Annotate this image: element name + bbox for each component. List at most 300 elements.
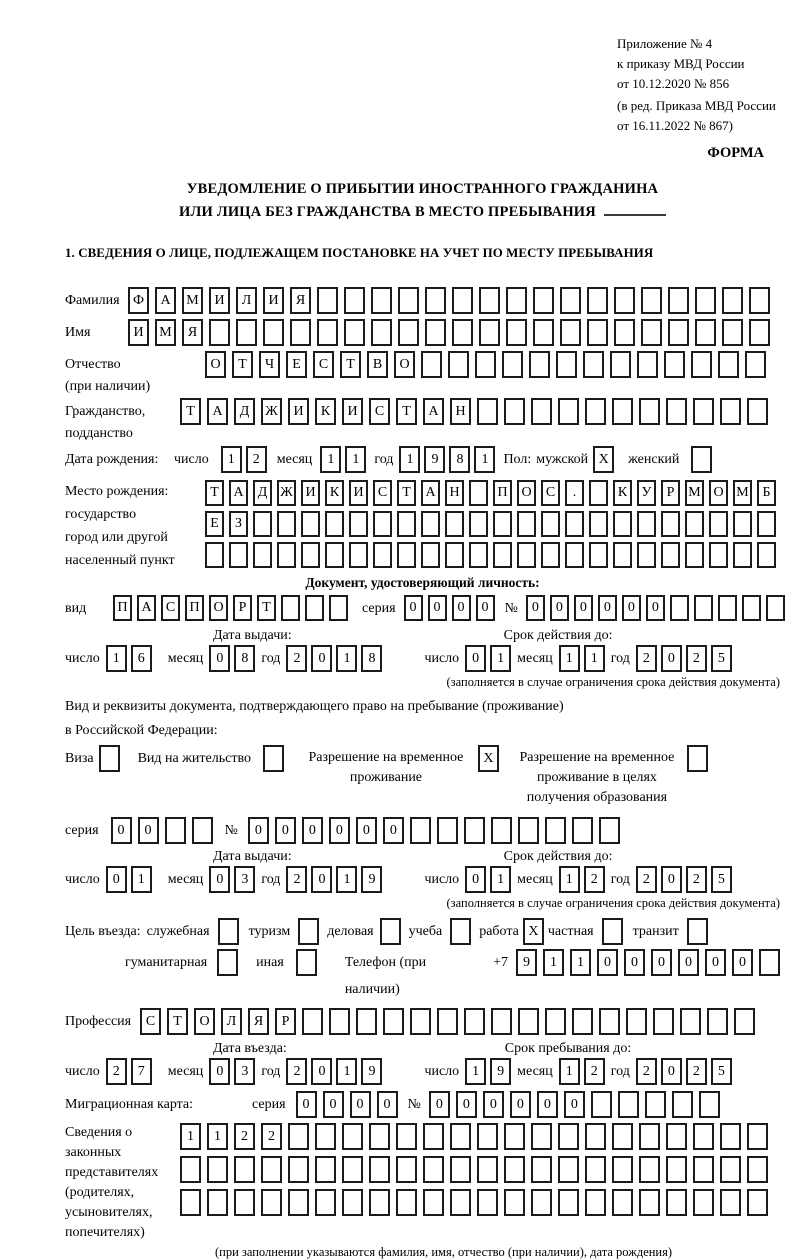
char-cell[interactable] [661, 542, 680, 568]
char-cell[interactable] [504, 1156, 525, 1183]
char-cell[interactable] [329, 595, 348, 621]
char-cell[interactable] [745, 351, 766, 378]
char-cell[interactable] [572, 817, 593, 844]
char-cell[interactable]: А [421, 480, 440, 506]
char-cell[interactable] [369, 1123, 390, 1150]
char-cell[interactable] [315, 1189, 336, 1216]
char-cell[interactable]: И [301, 480, 320, 506]
char-cell[interactable]: 2 [584, 866, 605, 893]
char-cell[interactable] [425, 319, 446, 346]
char-cell[interactable]: 1 [336, 866, 357, 893]
char-cell[interactable]: 0 [296, 1091, 317, 1118]
char-cell[interactable] [591, 1091, 612, 1118]
char-cell[interactable] [639, 398, 660, 425]
char-cell[interactable] [693, 398, 714, 425]
char-cell[interactable]: . [565, 480, 584, 506]
char-cell[interactable] [493, 511, 512, 537]
char-cell[interactable] [479, 319, 500, 346]
char-cell[interactable]: И [349, 480, 368, 506]
char-cell[interactable] [517, 511, 536, 537]
char-cell[interactable]: 0 [526, 595, 545, 621]
char-cell[interactable]: А [207, 398, 228, 425]
char-cell[interactable] [687, 745, 708, 772]
char-cell[interactable] [757, 542, 776, 568]
char-cell[interactable] [612, 1189, 633, 1216]
char-cell[interactable]: 9 [361, 1058, 382, 1085]
char-cell[interactable] [589, 480, 608, 506]
char-cell[interactable] [531, 1123, 552, 1150]
char-cell[interactable] [207, 1189, 228, 1216]
char-cell[interactable]: 5 [711, 645, 732, 672]
char-cell[interactable] [614, 319, 635, 346]
char-cell[interactable] [661, 511, 680, 537]
char-cell[interactable]: 0 [651, 949, 672, 976]
char-cell[interactable] [317, 287, 338, 314]
char-cell[interactable]: 0 [452, 595, 471, 621]
char-cell[interactable] [518, 1008, 539, 1035]
char-cell[interactable]: 0 [428, 595, 447, 621]
char-cell[interactable] [672, 1091, 693, 1118]
char-cell[interactable] [234, 1156, 255, 1183]
char-cell[interactable]: Т [167, 1008, 188, 1035]
char-cell[interactable] [315, 1123, 336, 1150]
char-cell[interactable] [720, 1156, 741, 1183]
char-cell[interactable] [477, 398, 498, 425]
char-cell[interactable] [305, 595, 324, 621]
char-cell[interactable] [612, 398, 633, 425]
char-cell[interactable] [618, 1091, 639, 1118]
char-cell[interactable] [263, 745, 284, 772]
char-cell[interactable] [253, 542, 272, 568]
char-cell[interactable]: 1 [490, 645, 511, 672]
char-cell[interactable] [556, 351, 577, 378]
char-cell[interactable] [589, 542, 608, 568]
char-cell[interactable]: И [263, 287, 284, 314]
char-cell[interactable] [733, 542, 752, 568]
char-cell[interactable] [369, 1156, 390, 1183]
char-cell[interactable] [396, 1156, 417, 1183]
char-cell[interactable]: 0 [209, 866, 230, 893]
char-cell[interactable]: Я [182, 319, 203, 346]
char-cell[interactable] [301, 542, 320, 568]
char-cell[interactable] [680, 1008, 701, 1035]
char-cell[interactable] [668, 319, 689, 346]
char-cell[interactable] [342, 1123, 363, 1150]
char-cell[interactable]: 2 [636, 1058, 657, 1085]
char-cell[interactable] [585, 1189, 606, 1216]
char-cell[interactable]: А [229, 480, 248, 506]
char-cell[interactable]: Т [180, 398, 201, 425]
char-cell[interactable] [757, 511, 776, 537]
char-cell[interactable]: И [342, 398, 363, 425]
char-cell[interactable] [585, 398, 606, 425]
char-cell[interactable] [452, 319, 473, 346]
char-cell[interactable] [583, 351, 604, 378]
char-cell[interactable]: 0 [209, 645, 230, 672]
char-cell[interactable] [560, 287, 581, 314]
char-cell[interactable]: 9 [361, 866, 382, 893]
char-cell[interactable]: Я [248, 1008, 269, 1035]
char-cell[interactable] [599, 1008, 620, 1035]
char-cell[interactable] [380, 918, 401, 945]
char-cell[interactable] [209, 319, 230, 346]
char-cell[interactable] [558, 1156, 579, 1183]
char-cell[interactable] [423, 1156, 444, 1183]
char-cell[interactable] [645, 1091, 666, 1118]
char-cell[interactable]: 1 [543, 949, 564, 976]
char-cell[interactable]: 6 [131, 645, 152, 672]
char-cell[interactable]: О [209, 595, 228, 621]
char-cell[interactable] [733, 511, 752, 537]
char-cell[interactable] [742, 595, 761, 621]
char-cell[interactable] [180, 1189, 201, 1216]
char-cell[interactable] [349, 542, 368, 568]
char-cell[interactable] [589, 511, 608, 537]
char-cell[interactable] [371, 287, 392, 314]
char-cell[interactable] [545, 1008, 566, 1035]
char-cell[interactable] [747, 398, 768, 425]
char-cell[interactable] [747, 1123, 768, 1150]
char-cell[interactable] [437, 1008, 458, 1035]
char-cell[interactable] [572, 1008, 593, 1035]
char-cell[interactable]: 1 [559, 1058, 580, 1085]
char-cell[interactable] [533, 287, 554, 314]
char-cell[interactable] [325, 511, 344, 537]
char-cell[interactable] [344, 319, 365, 346]
char-cell[interactable] [626, 1008, 647, 1035]
char-cell[interactable] [747, 1156, 768, 1183]
char-cell[interactable] [277, 542, 296, 568]
char-cell[interactable]: 0 [311, 866, 332, 893]
char-cell[interactable] [668, 287, 689, 314]
char-cell[interactable]: 1 [207, 1123, 228, 1150]
char-cell[interactable]: 0 [350, 1091, 371, 1118]
char-cell[interactable] [342, 1189, 363, 1216]
char-cell[interactable]: 0 [510, 1091, 531, 1118]
char-cell[interactable]: Т [340, 351, 361, 378]
char-cell[interactable] [637, 542, 656, 568]
char-cell[interactable] [613, 511, 632, 537]
char-cell[interactable]: 0 [429, 1091, 450, 1118]
char-cell[interactable]: С [369, 398, 390, 425]
char-cell[interactable] [709, 511, 728, 537]
char-cell[interactable]: Т [257, 595, 276, 621]
char-cell[interactable]: Н [450, 398, 471, 425]
char-cell[interactable] [695, 319, 716, 346]
char-cell[interactable]: И [209, 287, 230, 314]
char-cell[interactable]: 2 [286, 866, 307, 893]
char-cell[interactable]: 2 [686, 1058, 707, 1085]
char-cell[interactable] [693, 1156, 714, 1183]
char-cell[interactable] [450, 1189, 471, 1216]
char-cell[interactable] [545, 817, 566, 844]
char-cell[interactable] [288, 1123, 309, 1150]
char-cell[interactable] [506, 319, 527, 346]
char-cell[interactable]: Ч [259, 351, 280, 378]
char-cell[interactable]: С [140, 1008, 161, 1035]
char-cell[interactable] [421, 511, 440, 537]
char-cell[interactable]: 0 [732, 949, 753, 976]
char-cell[interactable] [261, 1189, 282, 1216]
char-cell[interactable]: 1 [221, 446, 242, 473]
char-cell[interactable] [464, 1008, 485, 1035]
char-cell[interactable] [217, 949, 238, 976]
char-cell[interactable] [253, 511, 272, 537]
char-cell[interactable] [477, 1156, 498, 1183]
char-cell[interactable]: 0 [661, 866, 682, 893]
char-cell[interactable]: 0 [404, 595, 423, 621]
char-cell[interactable]: 0 [302, 817, 323, 844]
char-cell[interactable]: 0 [678, 949, 699, 976]
char-cell[interactable] [747, 1189, 768, 1216]
char-cell[interactable] [491, 1008, 512, 1035]
char-cell[interactable] [504, 398, 525, 425]
char-cell[interactable] [749, 287, 770, 314]
char-cell[interactable]: 0 [550, 595, 569, 621]
char-cell[interactable] [612, 1123, 633, 1150]
char-cell[interactable]: И [288, 398, 309, 425]
char-cell[interactable]: 0 [111, 817, 132, 844]
char-cell[interactable]: П [113, 595, 132, 621]
char-cell[interactable]: 0 [106, 866, 127, 893]
char-cell[interactable]: Д [253, 480, 272, 506]
char-cell[interactable]: М [733, 480, 752, 506]
char-cell[interactable] [685, 542, 704, 568]
char-cell[interactable] [610, 351, 631, 378]
char-cell[interactable] [437, 817, 458, 844]
char-cell[interactable] [691, 446, 712, 473]
char-cell[interactable]: X [478, 745, 499, 772]
char-cell[interactable] [612, 1156, 633, 1183]
char-cell[interactable] [694, 595, 713, 621]
char-cell[interactable] [99, 745, 120, 772]
char-cell[interactable]: Ж [261, 398, 282, 425]
char-cell[interactable] [666, 1156, 687, 1183]
char-cell[interactable] [639, 1156, 660, 1183]
char-cell[interactable] [342, 1156, 363, 1183]
char-cell[interactable]: 0 [476, 595, 495, 621]
char-cell[interactable] [517, 542, 536, 568]
char-cell[interactable] [421, 351, 442, 378]
char-cell[interactable] [290, 319, 311, 346]
char-cell[interactable]: К [613, 480, 632, 506]
char-cell[interactable] [749, 319, 770, 346]
char-cell[interactable]: Ж [277, 480, 296, 506]
char-cell[interactable] [734, 1008, 755, 1035]
char-cell[interactable]: 0 [483, 1091, 504, 1118]
char-cell[interactable] [602, 918, 623, 945]
char-cell[interactable] [425, 287, 446, 314]
char-cell[interactable] [469, 542, 488, 568]
char-cell[interactable] [205, 542, 224, 568]
char-cell[interactable]: 9 [424, 446, 445, 473]
char-cell[interactable]: 0 [248, 817, 269, 844]
char-cell[interactable] [687, 918, 708, 945]
char-cell[interactable] [493, 542, 512, 568]
char-cell[interactable] [529, 351, 550, 378]
char-cell[interactable]: С [161, 595, 180, 621]
char-cell[interactable]: 0 [661, 645, 682, 672]
char-cell[interactable]: 0 [377, 1091, 398, 1118]
char-cell[interactable]: Ф [128, 287, 149, 314]
char-cell[interactable]: 9 [516, 949, 537, 976]
char-cell[interactable]: 2 [686, 866, 707, 893]
char-cell[interactable]: О [517, 480, 536, 506]
char-cell[interactable] [469, 511, 488, 537]
char-cell[interactable]: 1 [131, 866, 152, 893]
char-cell[interactable] [502, 351, 523, 378]
char-cell[interactable] [410, 817, 431, 844]
char-cell[interactable]: 0 [329, 817, 350, 844]
char-cell[interactable] [281, 595, 300, 621]
char-cell[interactable]: Я [290, 287, 311, 314]
char-cell[interactable] [766, 595, 785, 621]
char-cell[interactable]: В [367, 351, 388, 378]
char-cell[interactable]: Р [233, 595, 252, 621]
char-cell[interactable]: 1 [570, 949, 591, 976]
char-cell[interactable]: X [593, 446, 614, 473]
char-cell[interactable] [585, 1123, 606, 1150]
char-cell[interactable] [693, 1123, 714, 1150]
char-cell[interactable] [301, 511, 320, 537]
char-cell[interactable] [518, 817, 539, 844]
char-cell[interactable]: 1 [336, 1058, 357, 1085]
char-cell[interactable] [356, 1008, 377, 1035]
char-cell[interactable] [396, 1123, 417, 1150]
char-cell[interactable]: О [709, 480, 728, 506]
char-cell[interactable]: У [637, 480, 656, 506]
char-cell[interactable] [709, 542, 728, 568]
char-cell[interactable] [479, 287, 500, 314]
char-cell[interactable] [693, 1189, 714, 1216]
char-cell[interactable] [587, 319, 608, 346]
char-cell[interactable]: С [373, 480, 392, 506]
char-cell[interactable] [296, 949, 317, 976]
char-cell[interactable]: 1 [345, 446, 366, 473]
char-cell[interactable]: Д [234, 398, 255, 425]
char-cell[interactable] [263, 319, 284, 346]
char-cell[interactable]: 0 [356, 817, 377, 844]
char-cell[interactable] [469, 480, 488, 506]
char-cell[interactable]: 9 [490, 1058, 511, 1085]
char-cell[interactable]: 0 [705, 949, 726, 976]
char-cell[interactable] [371, 319, 392, 346]
char-cell[interactable] [325, 542, 344, 568]
char-cell[interactable] [637, 511, 656, 537]
char-cell[interactable] [558, 398, 579, 425]
char-cell[interactable]: 0 [138, 817, 159, 844]
char-cell[interactable] [541, 542, 560, 568]
char-cell[interactable] [722, 287, 743, 314]
char-cell[interactable] [450, 1123, 471, 1150]
char-cell[interactable]: 0 [275, 817, 296, 844]
char-cell[interactable]: 2 [584, 1058, 605, 1085]
char-cell[interactable] [298, 918, 319, 945]
char-cell[interactable]: 0 [597, 949, 618, 976]
char-cell[interactable] [691, 351, 712, 378]
char-cell[interactable] [452, 287, 473, 314]
char-cell[interactable]: 1 [106, 645, 127, 672]
char-cell[interactable]: 0 [383, 817, 404, 844]
char-cell[interactable]: Р [275, 1008, 296, 1035]
char-cell[interactable] [410, 1008, 431, 1035]
char-cell[interactable] [531, 1156, 552, 1183]
char-cell[interactable] [653, 1008, 674, 1035]
char-cell[interactable]: А [155, 287, 176, 314]
char-cell[interactable] [639, 1189, 660, 1216]
char-cell[interactable]: 0 [465, 866, 486, 893]
char-cell[interactable] [531, 1189, 552, 1216]
char-cell[interactable] [229, 542, 248, 568]
char-cell[interactable]: 2 [246, 446, 267, 473]
char-cell[interactable] [670, 595, 689, 621]
char-cell[interactable]: 0 [598, 595, 617, 621]
char-cell[interactable] [277, 511, 296, 537]
char-cell[interactable] [666, 398, 687, 425]
char-cell[interactable]: И [128, 319, 149, 346]
char-cell[interactable]: 2 [261, 1123, 282, 1150]
char-cell[interactable]: 2 [286, 1058, 307, 1085]
char-cell[interactable]: Е [286, 351, 307, 378]
char-cell[interactable] [315, 1156, 336, 1183]
char-cell[interactable] [533, 319, 554, 346]
char-cell[interactable] [707, 1008, 728, 1035]
char-cell[interactable]: 1 [336, 645, 357, 672]
char-cell[interactable]: А [423, 398, 444, 425]
char-cell[interactable] [560, 319, 581, 346]
char-cell[interactable]: 1 [559, 645, 580, 672]
char-cell[interactable] [587, 287, 608, 314]
char-cell[interactable] [531, 398, 552, 425]
char-cell[interactable]: Б [757, 480, 776, 506]
char-cell[interactable] [445, 542, 464, 568]
char-cell[interactable]: 0 [323, 1091, 344, 1118]
char-cell[interactable] [477, 1123, 498, 1150]
char-cell[interactable]: 1 [320, 446, 341, 473]
char-cell[interactable]: О [394, 351, 415, 378]
char-cell[interactable]: Л [221, 1008, 242, 1035]
char-cell[interactable]: А [137, 595, 156, 621]
char-cell[interactable]: С [541, 480, 560, 506]
char-cell[interactable] [445, 511, 464, 537]
char-cell[interactable]: 0 [311, 645, 332, 672]
char-cell[interactable]: 0 [661, 1058, 682, 1085]
char-cell[interactable] [397, 542, 416, 568]
char-cell[interactable] [396, 1189, 417, 1216]
char-cell[interactable] [180, 1156, 201, 1183]
char-cell[interactable]: 0 [311, 1058, 332, 1085]
char-cell[interactable] [699, 1091, 720, 1118]
char-cell[interactable] [565, 511, 584, 537]
char-cell[interactable] [344, 287, 365, 314]
char-cell[interactable] [464, 817, 485, 844]
char-cell[interactable]: О [205, 351, 226, 378]
char-cell[interactable]: К [315, 398, 336, 425]
char-cell[interactable]: 8 [234, 645, 255, 672]
char-cell[interactable] [558, 1123, 579, 1150]
char-cell[interactable]: 2 [636, 866, 657, 893]
char-cell[interactable]: 3 [234, 1058, 255, 1085]
char-cell[interactable]: М [685, 480, 704, 506]
char-cell[interactable]: 0 [574, 595, 593, 621]
char-cell[interactable]: Т [396, 398, 417, 425]
char-cell[interactable]: 2 [636, 645, 657, 672]
char-cell[interactable] [373, 511, 392, 537]
char-cell[interactable] [637, 351, 658, 378]
char-cell[interactable] [373, 542, 392, 568]
char-cell[interactable]: 0 [622, 595, 641, 621]
char-cell[interactable] [718, 595, 737, 621]
